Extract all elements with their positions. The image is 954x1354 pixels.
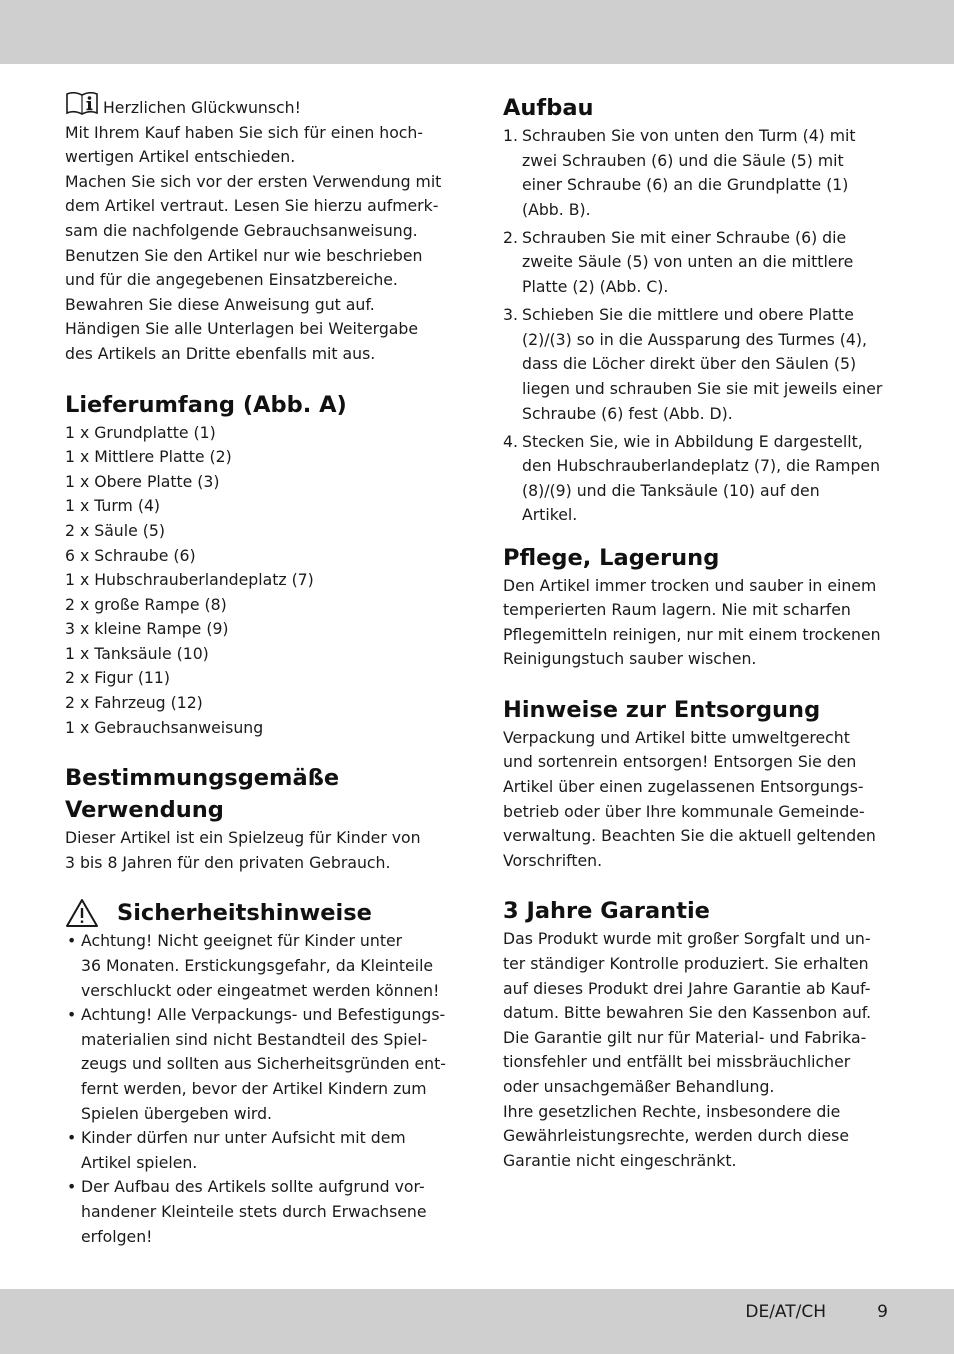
right-column [503, 92, 898, 1173]
left-column [65, 92, 450, 1249]
list-item: 1 x Mittlere Platte (2) [65, 447, 232, 467]
list-item: • Der Aufbau des Artikels sollte aufgrund vor- handener Kleinteile stets durch Erwachsene erfolgen! [65, 1175, 450, 1249]
sicherheit-heading: Sicherheitshinweise [117, 900, 372, 927]
step-text: Stecken Sie, wie in Abbildung E dargestellt, den Hubschrauberlandeplatz (7), die Rampen (8)/(9) und die Tanksäule (10) auf den Artikel. [522, 431, 881, 525]
list-item: 3 x kleine Rampe (9) [65, 619, 229, 639]
list-item [503, 226, 898, 300]
list-item: 2 x Figur (11) [65, 668, 171, 688]
lieferumfang-list [65, 421, 450, 741]
garantie-text: Das Produkt wurde mit großer Sorgfalt und un- ter ständiger Kontrolle produziert. Sie erhalten auf dieses Produkt drei Jahre Garantie ab Kauf- datum. Bitte bewahren Sie den Kassenbon auf. Die Garantie gilt nur für Material- und Fabrika- tionsfehler und entfällt bei missbräuchlicher oder unsachgemäßer Behandlung. Ihre gesetzlichen Rechte, insbesondere die Gewährleistungsrechte, werden durch diese Garantie nicht eingeschränkt. [503, 929, 872, 1170]
bestimmung-heading [65, 762, 450, 826]
list-item: • Kinder dürfen nur unter Aufsicht mit dem Artikel spielen. [65, 1126, 450, 1175]
step-number: 2. [503, 227, 518, 247]
garantie-heading: 3 Jahre Garantie [503, 898, 710, 925]
page-number: 9 [877, 1302, 888, 1322]
list-item: 2 x Säule (5) [65, 520, 165, 540]
step-text: Schrauben Sie von unten den Turm (4) mit zwei Schrauben (6) und die Säule (5) mit einer Schraube (6) an die Grundplatte (1) (Abb. B). [522, 126, 856, 219]
warning-triangle-icon [65, 898, 99, 928]
aufbau-heading: Aufbau [503, 95, 594, 121]
list-item: 2 x große Rampe (8) [65, 594, 227, 614]
bestimmung-text: Dieser Artikel ist ein Spielzeug für Kinder von 3 bis 8 Jahren für den privaten Gebrauch. [65, 828, 421, 872]
list-item: 1 x Gebrauchsanweisung [65, 717, 264, 737]
lieferumfang-heading: Lieferumfang (Abb. A) [65, 391, 347, 418]
info-book-icon [65, 92, 99, 116]
list-item: 1 x Hubschrauberlandeplatz (7) [65, 570, 314, 590]
aufbau-steps [503, 124, 898, 528]
header-bar [0, 0, 954, 64]
intro-greeting: Herzlichen Glückwunsch! [103, 98, 301, 117]
entsorgung-text: Verpackung und Artikel bitte umweltgerecht und sortenrein entsorgen! Entsorgen Sie den Artikel über einen zugelassenen Entsorgungs- betrieb oder über Ihre kommunale Gemeinde- verwaltung. Beachten Sie die aktuell geltenden Vorschriften. [503, 727, 876, 870]
footer-region: DE/AT/CH [745, 1302, 826, 1322]
list-item: • Achtung! Alle Verpackungs- und Befestigungs- materialien sind nicht Bestandteil des Spiel- zeugs und sollten aus Sicherheitsgründen ent- fernt werden, bevor der Artikel Kindern zum Spielen übergeben wird. [65, 1003, 450, 1126]
step-number: 1. [503, 126, 518, 145]
bestimmung-heading-line1: Bestimmungsgemäße [65, 765, 340, 792]
list-item: 1 x Turm (4) [65, 496, 161, 516]
bestimmung-heading-line2: Verwendung [65, 797, 224, 824]
list-item [503, 430, 898, 528]
list-item [503, 303, 898, 426]
list-item: 1 x Grundplatte (1) [65, 422, 216, 442]
list-item: 1 x Obere Platte (3) [65, 471, 220, 491]
list-item [503, 124, 898, 222]
step-number: 4. [503, 431, 518, 451]
step-text: Schieben Sie die mittlere und obere Platte (2)/(3) so in die Aussparung des Turmes (4), dass die Löcher direkt über den Säulen (5) liegen und schrauben Sie sie mit jeweils einer Schraube (6) fest (Abb. D). [522, 305, 883, 423]
intro-text: Mit Ihrem Kauf haben Sie sich für einen hoch- wertigen Artikel entschieden. Machen Sie sich vor der ersten Verwendung mit dem Artikel vertraut. Lesen Sie hierzu aufmerk- sam die nachfolgende Gebrauchsanweisung. Benutzen Sie den Artikel nur wie beschrieben und für die angegebenen Einsatzbereiche. Bewahren Sie diese Anweisung gut auf. Händigen Sie alle Unterlagen bei Weitergabe des Artikels an Dritte ebenfalls mit aus. [65, 122, 442, 363]
list-item: 2 x Fahrzeug (12) [65, 693, 203, 713]
intro-greeting-line [65, 92, 450, 121]
list-item: 1 x Tanksäule (10) [65, 643, 209, 663]
list-item: • Achtung! Nicht geeignet für Kinder unter 36 Monaten. Erstickungsgefahr, da Kleinteile verschluckt oder eingeatmet werden können! [65, 929, 450, 1003]
sicherheit-list [65, 929, 450, 1249]
entsorgung-heading: Hinweise zur Entsorgung [503, 696, 821, 723]
list-item: 6 x Schraube (6) [65, 545, 196, 565]
step-text: Schrauben Sie mit einer Schraube (6) die zweite Säule (5) von unten an die mittlere Platte (2) (Abb. C). [522, 227, 854, 297]
step-number: 3. [503, 305, 518, 325]
pflege-heading: Pflege, Lagerung [503, 544, 720, 571]
pflege-text: Den Artikel immer trocken und sauber in einem temperierten Raum lagern. Nie mit scharfen Pflegemitteln reinigen, nur mit einem trockenen Reinigungstuch sauber wischen. [503, 575, 881, 669]
sicherheit-heading-row [65, 897, 450, 929]
